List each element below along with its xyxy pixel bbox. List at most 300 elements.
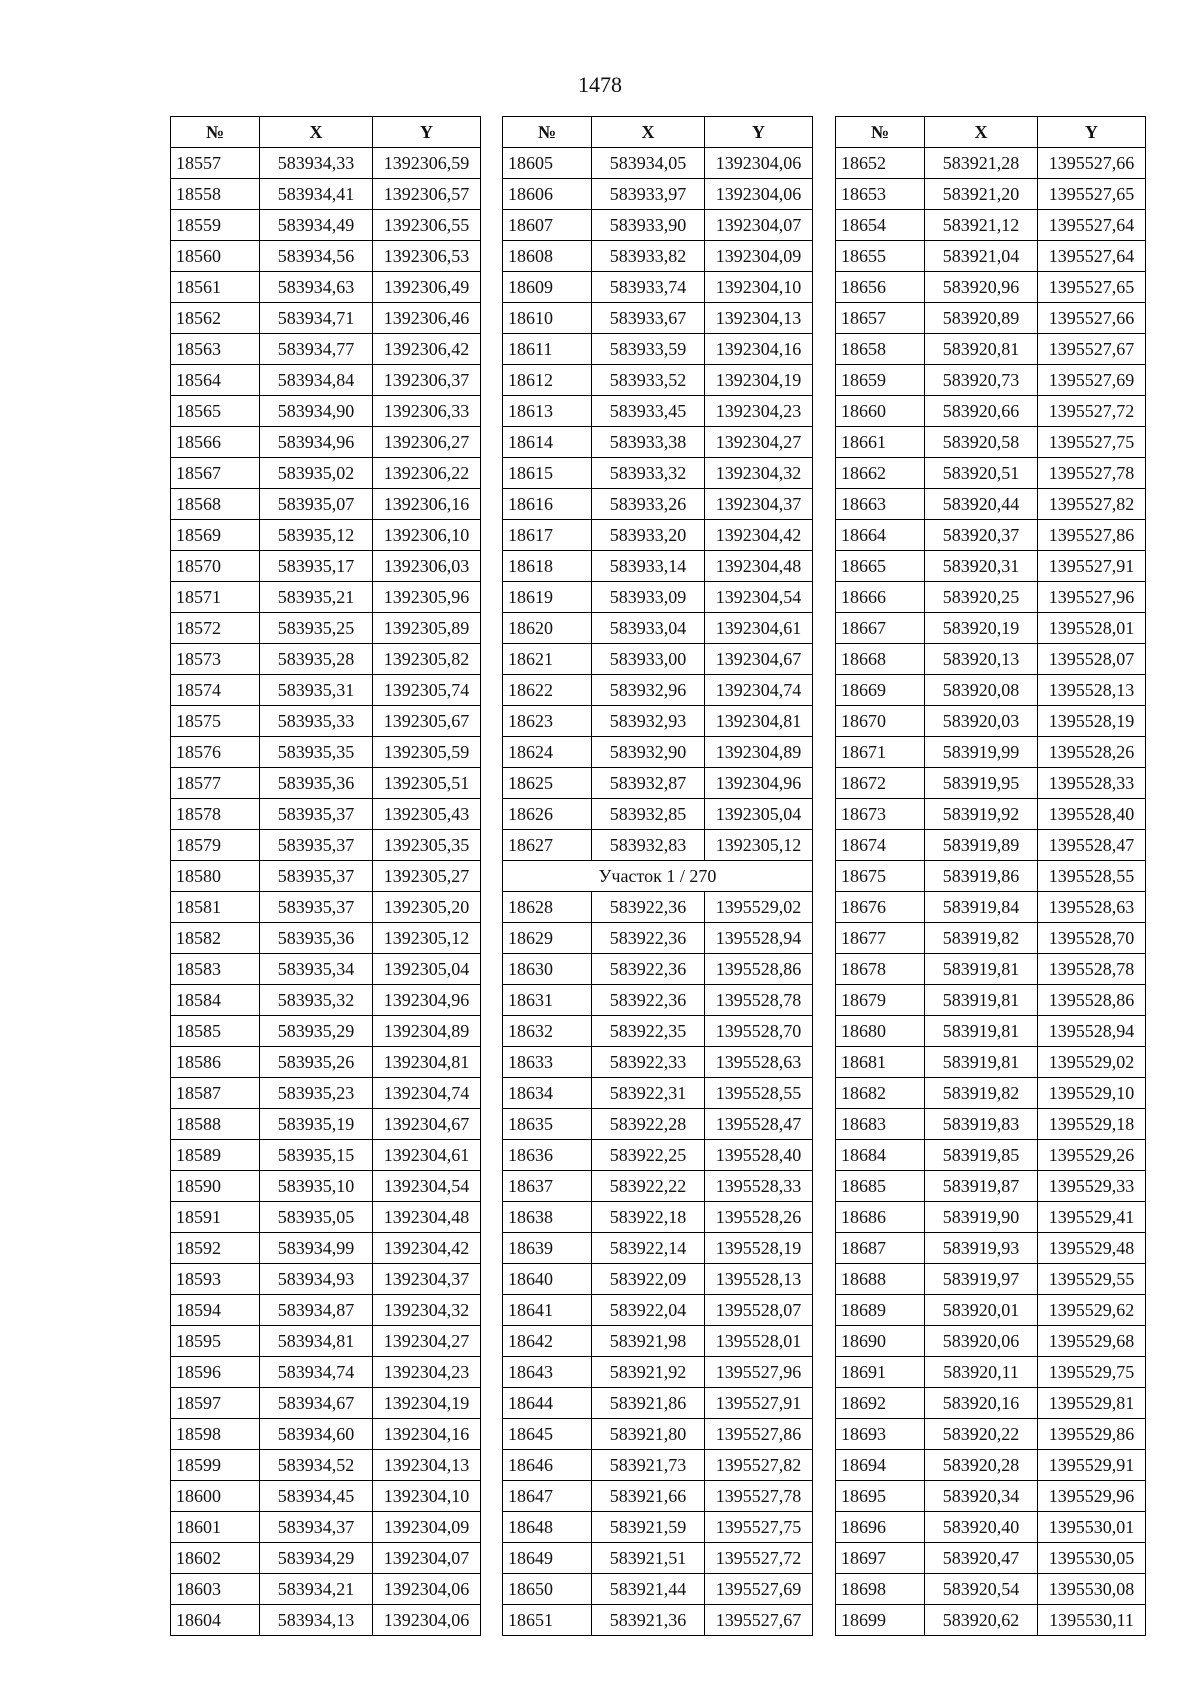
x-coordinate-cell: 583934,13 <box>260 1605 373 1636</box>
y-coordinate-cell: 1395528,63 <box>705 1047 813 1078</box>
x-coordinate-cell: 583919,81 <box>925 1047 1038 1078</box>
x-coordinate-cell: 583919,81 <box>925 1016 1038 1047</box>
point-number-cell: 18647 <box>503 1481 592 1512</box>
point-number-cell: 18581 <box>171 892 260 923</box>
y-coordinate-cell: 1392305,35 <box>373 830 481 861</box>
y-coordinate-cell: 1395527,67 <box>705 1605 813 1636</box>
point-number-cell: 18615 <box>503 458 592 489</box>
y-coordinate-cell: 1395527,67 <box>1038 334 1146 365</box>
table-row <box>503 1605 813 1636</box>
x-coordinate-cell: 583919,86 <box>925 861 1038 892</box>
table-row <box>171 396 481 427</box>
point-number-cell: 18618 <box>503 551 592 582</box>
y-coordinate-cell: 1395529,10 <box>1038 1078 1146 1109</box>
x-coordinate-cell: 583932,96 <box>592 675 705 706</box>
point-number-cell: 18655 <box>836 241 925 272</box>
column-header-y: Y <box>705 117 813 148</box>
table-row <box>503 1202 813 1233</box>
table-row <box>503 334 813 365</box>
table-row <box>836 1419 1146 1450</box>
y-coordinate-cell: 1392304,06 <box>373 1605 481 1636</box>
point-number-cell: 18622 <box>503 675 592 706</box>
table-row <box>503 179 813 210</box>
y-coordinate-cell: 1392305,04 <box>705 799 813 830</box>
point-number-cell: 18592 <box>171 1233 260 1264</box>
point-number-cell: 18569 <box>171 520 260 551</box>
x-coordinate-cell: 583933,59 <box>592 334 705 365</box>
x-coordinate-cell: 583920,54 <box>925 1574 1038 1605</box>
x-coordinate-cell: 583920,58 <box>925 427 1038 458</box>
x-coordinate-cell: 583919,90 <box>925 1202 1038 1233</box>
point-number-cell: 18616 <box>503 489 592 520</box>
table-row <box>171 706 481 737</box>
table-row <box>171 489 481 520</box>
point-number-cell: 18667 <box>836 613 925 644</box>
x-coordinate-cell: 583932,87 <box>592 768 705 799</box>
x-coordinate-cell: 583933,38 <box>592 427 705 458</box>
y-coordinate-cell: 1395528,33 <box>705 1171 813 1202</box>
y-coordinate-cell: 1395528,07 <box>1038 644 1146 675</box>
point-number-cell: 18585 <box>171 1016 260 1047</box>
table-row <box>171 1543 481 1574</box>
y-coordinate-cell: 1395528,07 <box>705 1295 813 1326</box>
y-coordinate-cell: 1392305,82 <box>373 644 481 675</box>
table-row <box>171 241 481 272</box>
x-coordinate-cell: 583919,93 <box>925 1233 1038 1264</box>
y-coordinate-cell: 1392304,48 <box>373 1202 481 1233</box>
y-coordinate-cell: 1395528,94 <box>1038 1016 1146 1047</box>
point-number-cell: 18572 <box>171 613 260 644</box>
table-row <box>503 1512 813 1543</box>
y-coordinate-cell: 1395527,78 <box>1038 458 1146 489</box>
table-row <box>503 1481 813 1512</box>
point-number-cell: 18567 <box>171 458 260 489</box>
point-number-cell: 18621 <box>503 644 592 675</box>
y-coordinate-cell: 1395528,63 <box>1038 892 1146 923</box>
point-number-cell: 18689 <box>836 1295 925 1326</box>
table-row <box>836 1574 1146 1605</box>
y-coordinate-cell: 1395529,68 <box>1038 1326 1146 1357</box>
x-coordinate-cell: 583921,44 <box>592 1574 705 1605</box>
point-number-cell: 18673 <box>836 799 925 830</box>
x-coordinate-cell: 583935,37 <box>260 830 373 861</box>
point-number-cell: 18609 <box>503 272 592 303</box>
table-row <box>503 241 813 272</box>
y-coordinate-cell: 1395529,86 <box>1038 1419 1146 1450</box>
x-coordinate-cell: 583919,81 <box>925 985 1038 1016</box>
table-row <box>171 737 481 768</box>
x-coordinate-cell: 583920,66 <box>925 396 1038 427</box>
point-number-cell: 18656 <box>836 272 925 303</box>
table-row <box>503 489 813 520</box>
y-coordinate-cell: 1392304,16 <box>705 334 813 365</box>
table-row <box>171 675 481 706</box>
table-row <box>503 737 813 768</box>
point-number-cell: 18606 <box>503 179 592 210</box>
y-coordinate-cell: 1392304,10 <box>373 1481 481 1512</box>
y-coordinate-cell: 1395527,69 <box>705 1574 813 1605</box>
table-row <box>171 985 481 1016</box>
table-row <box>503 1264 813 1295</box>
table-row <box>171 272 481 303</box>
table-row <box>171 830 481 861</box>
point-number-cell: 18597 <box>171 1388 260 1419</box>
x-coordinate-cell: 583920,37 <box>925 520 1038 551</box>
x-coordinate-cell: 583920,13 <box>925 644 1038 675</box>
y-coordinate-cell: 1392304,23 <box>705 396 813 427</box>
y-coordinate-cell: 1395528,70 <box>705 1016 813 1047</box>
point-number-cell: 18576 <box>171 737 260 768</box>
y-coordinate-cell: 1395528,78 <box>705 985 813 1016</box>
y-coordinate-cell: 1395528,19 <box>705 1233 813 1264</box>
point-number-cell: 18626 <box>503 799 592 830</box>
x-coordinate-cell: 583921,92 <box>592 1357 705 1388</box>
y-coordinate-cell: 1392305,96 <box>373 582 481 613</box>
x-coordinate-cell: 583933,90 <box>592 210 705 241</box>
x-coordinate-cell: 583933,20 <box>592 520 705 551</box>
table-row <box>171 1295 481 1326</box>
point-number-cell: 18640 <box>503 1264 592 1295</box>
y-coordinate-cell: 1392304,96 <box>373 985 481 1016</box>
column-header-y: Y <box>1038 117 1146 148</box>
y-coordinate-cell: 1392304,81 <box>705 706 813 737</box>
point-number-cell: 18612 <box>503 365 592 396</box>
table-row <box>171 365 481 396</box>
table-row <box>836 458 1146 489</box>
point-number-cell: 18651 <box>503 1605 592 1636</box>
y-coordinate-cell: 1395527,66 <box>1038 303 1146 334</box>
y-coordinate-cell: 1395527,96 <box>1038 582 1146 613</box>
table-row <box>836 148 1146 179</box>
point-number-cell: 18565 <box>171 396 260 427</box>
point-number-cell: 18578 <box>171 799 260 830</box>
point-number-cell: 18664 <box>836 520 925 551</box>
table-row <box>503 613 813 644</box>
point-number-cell: 18688 <box>836 1264 925 1295</box>
table-row <box>836 303 1146 334</box>
x-coordinate-cell: 583934,49 <box>260 210 373 241</box>
table-row <box>836 1481 1146 1512</box>
x-coordinate-cell: 583921,59 <box>592 1512 705 1543</box>
point-number-cell: 18595 <box>171 1326 260 1357</box>
y-coordinate-cell: 1395530,01 <box>1038 1512 1146 1543</box>
x-coordinate-cell: 583935,32 <box>260 985 373 1016</box>
point-number-cell: 18641 <box>503 1295 592 1326</box>
x-coordinate-cell: 583934,77 <box>260 334 373 365</box>
x-coordinate-cell: 583919,82 <box>925 1078 1038 1109</box>
y-coordinate-cell: 1392306,55 <box>373 210 481 241</box>
x-coordinate-cell: 583922,35 <box>592 1016 705 1047</box>
point-number-cell: 18600 <box>171 1481 260 1512</box>
x-coordinate-cell: 583934,29 <box>260 1543 373 1574</box>
point-number-cell: 18666 <box>836 582 925 613</box>
x-coordinate-cell: 583934,33 <box>260 148 373 179</box>
point-number-cell: 18598 <box>171 1419 260 1450</box>
y-coordinate-cell: 1395529,26 <box>1038 1140 1146 1171</box>
x-coordinate-cell: 583922,04 <box>592 1295 705 1326</box>
y-coordinate-cell: 1392304,96 <box>705 768 813 799</box>
x-coordinate-cell: 583935,21 <box>260 582 373 613</box>
y-coordinate-cell: 1392304,42 <box>705 520 813 551</box>
point-number-cell: 18613 <box>503 396 592 427</box>
table-row <box>836 1047 1146 1078</box>
y-coordinate-cell: 1395527,91 <box>1038 551 1146 582</box>
x-coordinate-cell: 583933,26 <box>592 489 705 520</box>
point-number-cell: 18566 <box>171 427 260 458</box>
table-row <box>171 210 481 241</box>
y-coordinate-cell: 1395529,33 <box>1038 1171 1146 1202</box>
x-coordinate-cell: 583922,14 <box>592 1233 705 1264</box>
table-row <box>836 241 1146 272</box>
table-row <box>503 1450 813 1481</box>
y-coordinate-cell: 1392306,33 <box>373 396 481 427</box>
table-row <box>836 334 1146 365</box>
table-row <box>171 427 481 458</box>
point-number-cell: 18628 <box>503 892 592 923</box>
x-coordinate-cell: 583920,16 <box>925 1388 1038 1419</box>
table-row <box>836 1233 1146 1264</box>
point-number-cell: 18650 <box>503 1574 592 1605</box>
x-coordinate-cell: 583920,28 <box>925 1450 1038 1481</box>
y-coordinate-cell: 1395527,72 <box>705 1543 813 1574</box>
table-row <box>836 1512 1146 1543</box>
y-coordinate-cell: 1395529,96 <box>1038 1481 1146 1512</box>
table-row <box>836 799 1146 830</box>
x-coordinate-cell: 583922,22 <box>592 1171 705 1202</box>
table-row <box>503 706 813 737</box>
x-coordinate-cell: 583934,52 <box>260 1450 373 1481</box>
table-row <box>836 1295 1146 1326</box>
x-coordinate-cell: 583933,67 <box>592 303 705 334</box>
point-number-cell: 18558 <box>171 179 260 210</box>
y-coordinate-cell: 1392304,10 <box>705 272 813 303</box>
x-coordinate-cell: 583932,93 <box>592 706 705 737</box>
point-number-cell: 18668 <box>836 644 925 675</box>
y-coordinate-cell: 1395528,33 <box>1038 768 1146 799</box>
y-coordinate-cell: 1392305,43 <box>373 799 481 830</box>
y-coordinate-cell: 1392305,12 <box>373 923 481 954</box>
y-coordinate-cell: 1392304,13 <box>705 303 813 334</box>
x-coordinate-cell: 583922,31 <box>592 1078 705 1109</box>
table-row <box>836 365 1146 396</box>
point-number-cell: 18605 <box>503 148 592 179</box>
x-coordinate-cell: 583920,34 <box>925 1481 1038 1512</box>
y-coordinate-cell: 1392304,81 <box>373 1047 481 1078</box>
table-row <box>171 1233 481 1264</box>
x-coordinate-cell: 583922,33 <box>592 1047 705 1078</box>
point-number-cell: 18683 <box>836 1109 925 1140</box>
table-row <box>503 1171 813 1202</box>
y-coordinate-cell: 1392304,16 <box>373 1419 481 1450</box>
x-coordinate-cell: 583919,83 <box>925 1109 1038 1140</box>
x-coordinate-cell: 583920,89 <box>925 303 1038 334</box>
table-row <box>503 148 813 179</box>
x-coordinate-cell: 583921,20 <box>925 179 1038 210</box>
point-number-cell: 18624 <box>503 737 592 768</box>
point-number-cell: 18617 <box>503 520 592 551</box>
y-coordinate-cell: 1395530,08 <box>1038 1574 1146 1605</box>
point-number-cell: 18635 <box>503 1109 592 1140</box>
point-number-cell: 18692 <box>836 1388 925 1419</box>
table-row <box>836 582 1146 613</box>
table-row <box>171 458 481 489</box>
point-number-cell: 18632 <box>503 1016 592 1047</box>
y-coordinate-cell: 1395528,55 <box>1038 861 1146 892</box>
y-coordinate-cell: 1395528,94 <box>705 923 813 954</box>
y-coordinate-cell: 1392304,89 <box>373 1016 481 1047</box>
x-coordinate-cell: 583935,37 <box>260 799 373 830</box>
point-number-cell: 18659 <box>836 365 925 396</box>
table-row <box>171 334 481 365</box>
point-number-cell: 18674 <box>836 830 925 861</box>
point-number-cell: 18577 <box>171 768 260 799</box>
table-row <box>836 861 1146 892</box>
table-row <box>503 1388 813 1419</box>
x-coordinate-cell: 583934,87 <box>260 1295 373 1326</box>
point-number-cell: 18684 <box>836 1140 925 1171</box>
x-coordinate-cell: 583933,97 <box>592 179 705 210</box>
table-row <box>171 1016 481 1047</box>
point-number-cell: 18665 <box>836 551 925 582</box>
point-number-cell: 18634 <box>503 1078 592 1109</box>
table-row <box>171 1512 481 1543</box>
point-number-cell: 18696 <box>836 1512 925 1543</box>
point-number-cell: 18699 <box>836 1605 925 1636</box>
point-number-cell: 18646 <box>503 1450 592 1481</box>
table-row <box>503 520 813 551</box>
table-row <box>171 799 481 830</box>
y-coordinate-cell: 1395528,70 <box>1038 923 1146 954</box>
table-row <box>171 1326 481 1357</box>
x-coordinate-cell: 583919,89 <box>925 830 1038 861</box>
x-coordinate-cell: 583935,17 <box>260 551 373 582</box>
y-coordinate-cell: 1392304,32 <box>705 458 813 489</box>
table-row <box>503 675 813 706</box>
table-row <box>836 489 1146 520</box>
x-coordinate-cell: 583933,09 <box>592 582 705 613</box>
table-row <box>836 1326 1146 1357</box>
x-coordinate-cell: 583934,99 <box>260 1233 373 1264</box>
table-row <box>503 985 813 1016</box>
point-number-cell: 18690 <box>836 1326 925 1357</box>
x-coordinate-cell: 583935,12 <box>260 520 373 551</box>
y-coordinate-cell: 1395527,82 <box>1038 489 1146 520</box>
x-coordinate-cell: 583920,06 <box>925 1326 1038 1357</box>
y-coordinate-cell: 1395528,26 <box>705 1202 813 1233</box>
table-row <box>171 520 481 551</box>
table-row <box>836 1543 1146 1574</box>
x-coordinate-cell: 583934,41 <box>260 179 373 210</box>
y-coordinate-cell: 1395527,65 <box>1038 179 1146 210</box>
x-coordinate-cell: 583935,35 <box>260 737 373 768</box>
point-number-cell: 18560 <box>171 241 260 272</box>
table-row <box>171 1078 481 1109</box>
table-row <box>171 1264 481 1295</box>
table-row <box>171 1357 481 1388</box>
x-coordinate-cell: 583935,36 <box>260 768 373 799</box>
point-number-cell: 18623 <box>503 706 592 737</box>
point-number-cell: 18591 <box>171 1202 260 1233</box>
x-coordinate-cell: 583935,34 <box>260 954 373 985</box>
point-number-cell: 18694 <box>836 1450 925 1481</box>
table-row <box>836 1264 1146 1295</box>
table-row <box>503 1016 813 1047</box>
y-coordinate-cell: 1392306,49 <box>373 272 481 303</box>
y-coordinate-cell: 1392304,32 <box>373 1295 481 1326</box>
y-coordinate-cell: 1395528,47 <box>1038 830 1146 861</box>
x-coordinate-cell: 583934,21 <box>260 1574 373 1605</box>
point-number-cell: 18670 <box>836 706 925 737</box>
x-coordinate-cell: 583935,19 <box>260 1109 373 1140</box>
y-coordinate-cell: 1392304,37 <box>705 489 813 520</box>
point-number-cell: 18562 <box>171 303 260 334</box>
y-coordinate-cell: 1392304,37 <box>373 1264 481 1295</box>
point-number-cell: 18603 <box>171 1574 260 1605</box>
table-row <box>836 1357 1146 1388</box>
table-row <box>836 1140 1146 1171</box>
point-number-cell: 18580 <box>171 861 260 892</box>
y-coordinate-cell: 1395527,82 <box>705 1450 813 1481</box>
point-number-cell: 18660 <box>836 396 925 427</box>
table-row <box>171 148 481 179</box>
x-coordinate-cell: 583934,37 <box>260 1512 373 1543</box>
y-coordinate-cell: 1392306,59 <box>373 148 481 179</box>
table-row <box>503 365 813 396</box>
table-row <box>503 768 813 799</box>
y-coordinate-cell: 1395528,01 <box>1038 613 1146 644</box>
point-number-cell: 18691 <box>836 1357 925 1388</box>
x-coordinate-cell: 583935,29 <box>260 1016 373 1047</box>
y-coordinate-cell: 1392304,27 <box>705 427 813 458</box>
point-number-cell: 18587 <box>171 1078 260 1109</box>
x-coordinate-cell: 583920,47 <box>925 1543 1038 1574</box>
point-number-cell: 18631 <box>503 985 592 1016</box>
point-number-cell: 18677 <box>836 923 925 954</box>
table-row <box>836 768 1146 799</box>
x-coordinate-cell: 583920,19 <box>925 613 1038 644</box>
x-coordinate-cell: 583922,09 <box>592 1264 705 1295</box>
point-number-cell: 18681 <box>836 1047 925 1078</box>
table-row <box>836 396 1146 427</box>
table-row <box>171 179 481 210</box>
y-coordinate-cell: 1395528,55 <box>705 1078 813 1109</box>
y-coordinate-cell: 1392306,27 <box>373 427 481 458</box>
point-number-cell: 18561 <box>171 272 260 303</box>
table-row <box>171 1140 481 1171</box>
table-row <box>836 985 1146 1016</box>
point-number-cell: 18682 <box>836 1078 925 1109</box>
point-number-cell: 18630 <box>503 954 592 985</box>
point-number-cell: 18686 <box>836 1202 925 1233</box>
x-coordinate-cell: 583922,28 <box>592 1109 705 1140</box>
x-coordinate-cell: 583921,98 <box>592 1326 705 1357</box>
y-coordinate-cell: 1392304,74 <box>373 1078 481 1109</box>
y-coordinate-cell: 1395529,81 <box>1038 1388 1146 1419</box>
point-number-cell: 18627 <box>503 830 592 861</box>
y-coordinate-cell: 1395527,96 <box>705 1357 813 1388</box>
y-coordinate-cell: 1392304,07 <box>373 1543 481 1574</box>
y-coordinate-cell: 1395529,02 <box>1038 1047 1146 1078</box>
table-row <box>836 675 1146 706</box>
table-row <box>503 551 813 582</box>
y-coordinate-cell: 1395529,18 <box>1038 1109 1146 1140</box>
x-coordinate-cell: 583935,33 <box>260 706 373 737</box>
table-row <box>503 644 813 675</box>
y-coordinate-cell: 1395527,65 <box>1038 272 1146 303</box>
y-coordinate-cell: 1395528,40 <box>705 1140 813 1171</box>
point-number-cell: 18610 <box>503 303 592 334</box>
y-coordinate-cell: 1395527,66 <box>1038 148 1146 179</box>
